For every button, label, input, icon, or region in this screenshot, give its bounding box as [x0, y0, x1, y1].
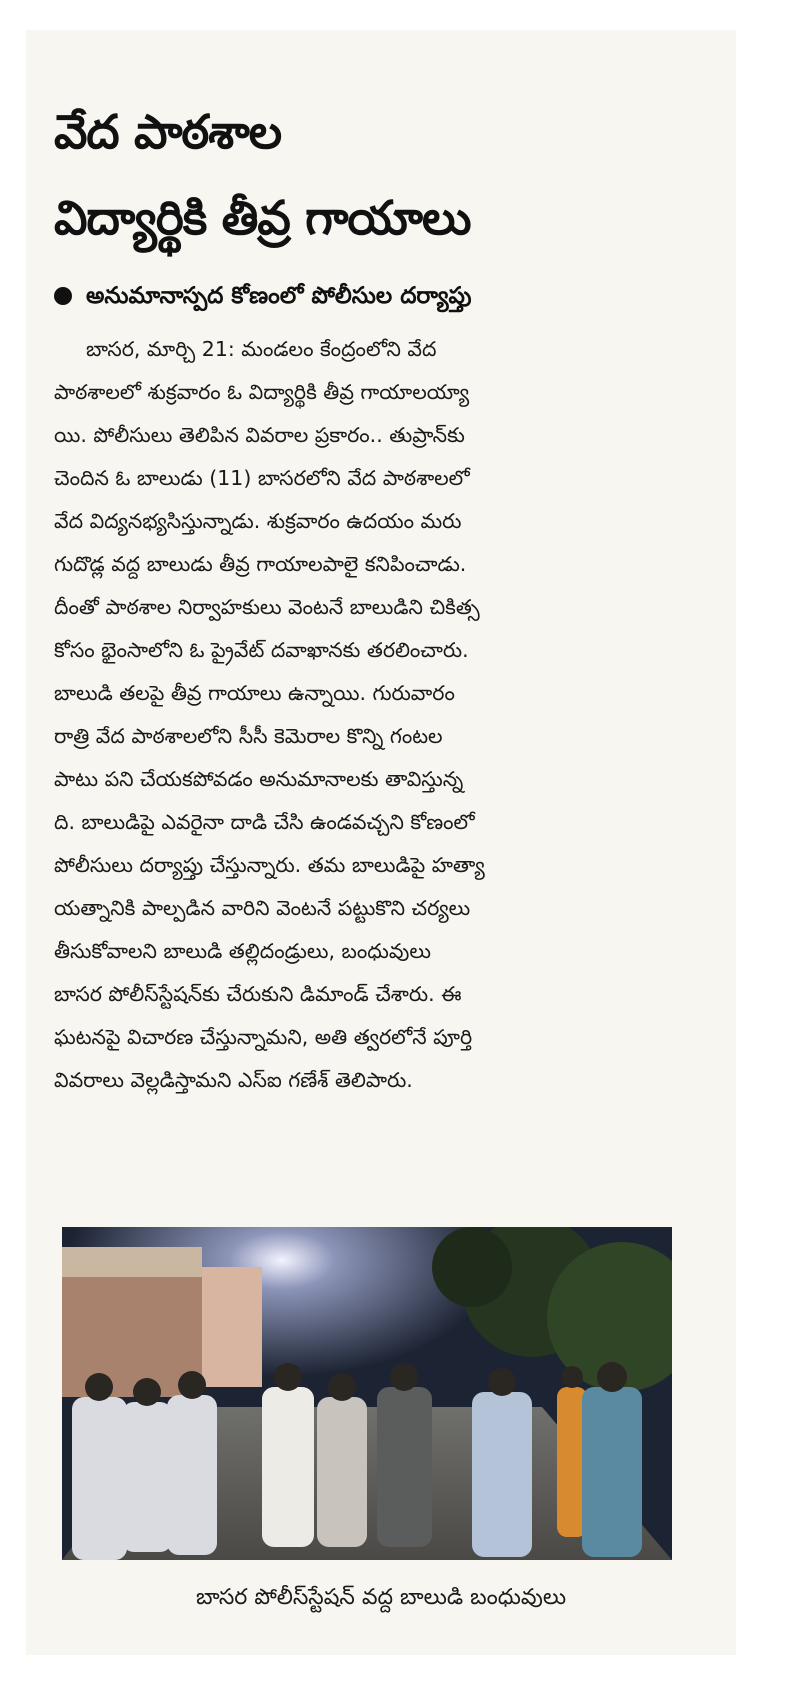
body-line: బాసర, మార్చి 21: మండలం కేంద్రంలోని వేద [86, 337, 437, 361]
body-line: దీంతో పాఠశాల నిర్వాహకులు వెంటనే బాలుడిని చికిత్స [54, 595, 480, 619]
body-line: ది. బాలుడిపై ఎవరైనా దాడి చేసి ఉండవచ్చని కోణంలో [54, 810, 475, 834]
body-line: ఘటనపై విచారణ చేస్తున్నామని, అతి త్వరలోనే పూర్తి [54, 1025, 473, 1049]
body-line: చెందిన ఓ బాలుడు (11) బాసరలోని వేద పాఠశాలలో [54, 466, 470, 490]
article-body [54, 328, 710, 1102]
body-line: బాలుడి తలపై తీవ్ర గాయాలు ఉన్నాయి. గురువారం [54, 681, 455, 705]
body-line: బాసర పోలీస్‌స్టేషన్‌కు చేరుకుని డిమాండ్ చేశారు. ఈ [54, 982, 462, 1006]
body-line: యి. పోలీసులు తెలిపిన వివరాల ప్రకారం.. తుప్రాన్‌కు [54, 423, 465, 447]
body-line: పోలీసులు దర్యాప్తు చేస్తున్నారు. తమ బాలుడిపై హత్యా [54, 853, 485, 877]
body-line: కోసం భైంసాలోని ఓ ప్రైవేట్ దవాఖానకు తరలించారు. [54, 638, 469, 662]
headline-line-2: విద్యార్థికి తీవ్ర గాయాలు [54, 191, 471, 246]
body-line: గుదొడ్ల వద్ద బాలుడు తీవ్ర గాయాలపాలై కనిపించాడు. [54, 552, 467, 576]
headline-line-1: వేద పాఠశాల [54, 105, 282, 160]
body-line: పాఠశాలలో శుక్రవారం ఓ విద్యార్థికి తీవ్ర గాయాలయ్యా [54, 380, 470, 404]
photo-caption: బాసర పోలీస్‌స్టేషన్ వద్ద బాలుడి బంధువులు [195, 1585, 567, 1610]
body-line: రాత్రి వేద పాఠశాలలోని సీసీ కెమెరాల కొన్ని గంటల [54, 724, 443, 748]
news-clipping [26, 30, 736, 1655]
subheadline-text: అనుమానాస్పద కోణంలో పోలీసుల దర్యాప్తు [86, 283, 472, 309]
bullet-icon [54, 287, 72, 305]
news-photo [62, 1227, 672, 1560]
body-line: వివరాలు వెల్లడిస్తామని ఎస్ఐ గణేశ్ తెలిపారు. [54, 1068, 413, 1092]
crowd-at-night-illustration [62, 1227, 672, 1560]
body-line: తీసుకోవాలని బాలుడి తల్లిదండ్రులు, బంధువులు [54, 939, 431, 963]
body-line: వేద విద్యనభ్యసిస్తున్నాడు. శుక్రవారం ఉదయం మరు [54, 509, 462, 533]
body-line: యత్నానికి పాల్పడిన వారిని వెంటనే పట్టుకొని చర్యలు [54, 896, 471, 920]
headline [54, 90, 710, 262]
body-line: పాటు పని చేయకపోవడం అనుమానాలకు తావిస్తున్న [54, 767, 464, 791]
subheadline [54, 276, 710, 316]
